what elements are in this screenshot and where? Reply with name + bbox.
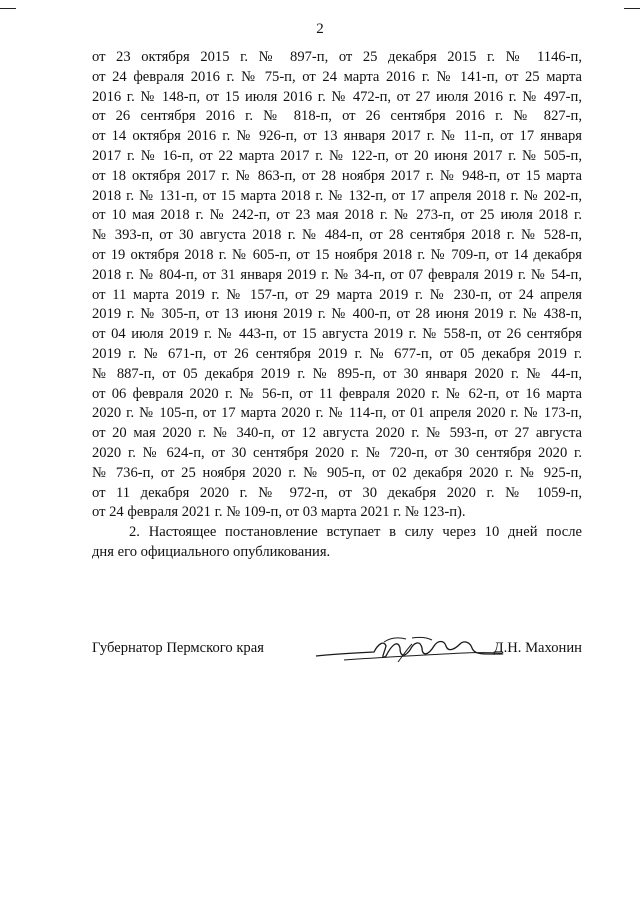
text-line: от 04 июля 2019 г. № 443-п, от 15 августа 2019 г. № 558-п, от 26 сентября: [92, 326, 582, 343]
document-body: [92, 48, 582, 563]
text-line: № 887-п, от 05 декабря 2019 г. № 895-п, от 30 января 2020 г. № 44-п,: [92, 365, 582, 382]
text-line: от 06 февраля 2020 г. № 56-п, от 11 февраля 2020 г. № 62-п, от 16 марта: [92, 385, 582, 402]
paragraph-effective-date: [92, 523, 582, 563]
text-line: 2019 г. № 671-п, от 26 сентября 2019 г. № 677-п, от 05 декабря 2019 г.: [92, 345, 582, 362]
text-line: № 393-п, от 30 августа 2018 г. № 484-п, от 28 сентября 2018 г. № 528-п,: [92, 227, 582, 244]
text-line: от 11 декабря 2020 г. № 972-п, от 30 декабря 2020 г. № 1059-п,: [92, 484, 582, 501]
page-number: 2: [316, 21, 324, 37]
text-line: от 11 марта 2019 г. № 157-п, от 29 марта 2019 г. № 230-п, от 24 апреля: [92, 286, 582, 303]
text-line: 2020 г. № 624-п, от 30 сентября 2020 г. № 720-п, от 30 сентября 2020 г.: [92, 444, 582, 461]
corner-mark-left: [0, 0, 16, 9]
text-line: от 19 октября 2018 г. № 605-п, от 15 ноября 2018 г. № 709-п, от 14 декабря: [92, 246, 582, 263]
text-line: дня его официального опубликования.: [92, 543, 331, 560]
paragraph-amendment-list: [92, 48, 582, 523]
text-line: от 20 мая 2020 г. № 340-п, от 12 августа 2020 г. № 593-п, от 27 августа: [92, 425, 582, 442]
text-line: 2017 г. № 16-п, от 22 марта 2017 г. № 122-п, от 20 июня 2017 г. № 505-п,: [92, 147, 582, 164]
text-line: 2018 г. № 131-п, от 15 марта 2018 г. № 132-п, от 17 апреля 2018 г. № 202-п,: [92, 187, 582, 204]
text-line: 2019 г. № 305-п, от 13 июня 2019 г. № 400-п, от 28 июня 2019 г. № 438-п,: [92, 306, 582, 323]
signatory-title: Губернатор Пермского края: [92, 640, 264, 656]
corner-mark-right: [624, 0, 640, 9]
text-line: от 14 октября 2016 г. № 926-п, от 13 января 2017 г. № 11-п, от 17 января: [92, 128, 582, 145]
text-line: 2018 г. № 804-п, от 31 января 2019 г. № 34-п, от 07 февраля 2019 г. № 54-п,: [92, 266, 582, 283]
signatory-name: Д.Н. Махонин: [493, 640, 582, 656]
text-line: от 18 октября 2017 г. № 863-п, от 28 ноября 2017 г. № 948-п, от 15 марта: [92, 167, 582, 184]
text-line: от 10 мая 2018 г. № 242-п, от 23 мая 2018 г. № 273-п, от 25 июля 2018 г.: [92, 207, 582, 224]
text-line: 2020 г. № 105-п, от 17 марта 2020 г. № 114-п, от 01 апреля 2020 г. № 173-п,: [92, 405, 582, 422]
signature-block: [92, 634, 582, 674]
text-line: от 26 сентября 2016 г. № 818-п, от 26 сентября 2016 г. № 827-п,: [92, 108, 582, 125]
text-line: 2016 г. № 148-п, от 15 июля 2016 г. № 472-п, от 27 июля 2016 г. № 497-п,: [92, 88, 582, 105]
text-line: от 24 февраля 2016 г. № 75-п, от 24 марта 2016 г. № 141-п, от 25 марта: [92, 68, 582, 85]
text-line: от 24 февраля 2021 г. № 109-п, от 03 марта 2021 г. № 123-п).: [92, 504, 466, 521]
text-line: 2. Настоящее постановление вступает в силу через 10 дней после: [129, 524, 582, 541]
handwritten-signature: [314, 634, 504, 668]
text-line: от 23 октября 2015 г. № 897-п, от 25 декабря 2015 г. № 1146-п,: [92, 49, 582, 65]
text-line: № 736-п, от 25 ноября 2020 г. № 905-п, от 02 декабря 2020 г. № 925-п,: [92, 464, 582, 481]
